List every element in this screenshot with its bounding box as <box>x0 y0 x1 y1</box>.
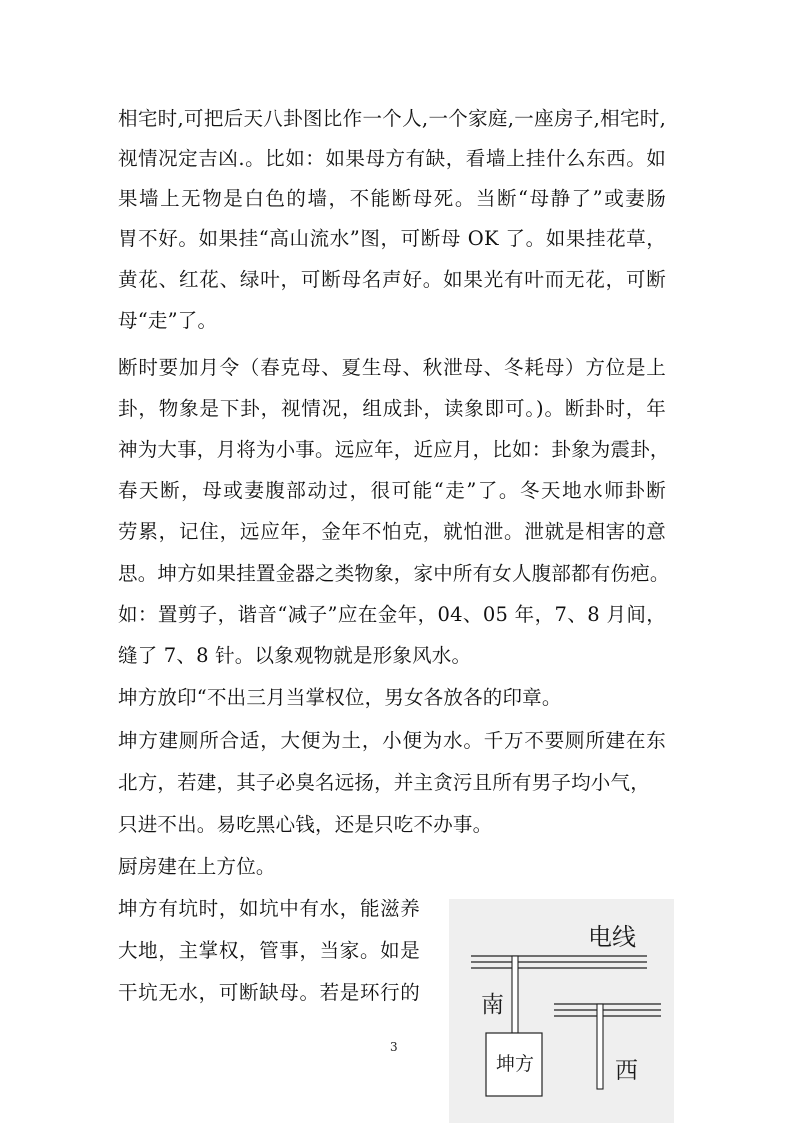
text-line: 神为大事，月将为小事。远应年，近应月，比如：卦象为震卦， <box>118 438 670 461</box>
text-line: 坤方有坑时，如坑中有水，能滋养 <box>118 897 420 920</box>
text-line: 相宅时,可把后天八卦图比作一个人,一个家庭,一座房子,相宅时, <box>118 107 666 130</box>
text-line: 北方，若建，其子必臭名远扬，并主贪污且所有男子均小气， <box>118 771 650 794</box>
text-line: 胃不好。如果挂“高山流水”图，可断母 OK 了。如果挂花草， <box>118 227 666 250</box>
wire-pole-west <box>597 1004 603 1089</box>
text-line: 劳累，记住，远应年，金年不怕克，就怕泄。泄就是相害的意 <box>118 520 666 543</box>
text-line: 坤方放印“不出三月当掌权位，男女各放各的印章。 <box>118 686 562 709</box>
wire-diagram <box>449 899 674 1123</box>
text-line: 黄花、红花、绿叶，可断母名声好。如果光有叶而无花，可断 <box>118 268 666 291</box>
label-south: 南 <box>481 992 504 1018</box>
text-line: 视情况定吉凶.。比如：如果母方有缺，看墙上挂什么东西。如 <box>118 147 666 170</box>
label-wire: 电线 <box>588 923 636 951</box>
text-line: 断时要加月令（春克母、夏生母、秋泄母、冬耗母）方位是上 <box>118 356 666 379</box>
text-line: 只进不出。易吃黑心钱，还是只吃不办事。 <box>118 813 493 836</box>
text-line: 卦，物象是下卦，视情况，组成卦，读象即可。)。断卦时，年 <box>118 397 666 420</box>
text-line: 大地，主掌权，管事，当家。如是 <box>118 939 420 962</box>
label-kun: 坤方 <box>496 1053 535 1075</box>
text-line: 果墙上无物是白色的墙，不能断母死。当断“母静了”或妻肠 <box>118 187 666 210</box>
text-line: 缝了 7、8 针。以象观物就是形象风水。 <box>118 644 472 667</box>
text-line: 如：置剪子，谐音“减子”应在金年，04、05 年，7、8 月间， <box>118 603 666 626</box>
text-line: 思。坤方如果挂置金器之类物象，家中所有女人腹部都有伤疤。 <box>118 562 670 585</box>
text-line: 坤方建厕所合适，大便为土，小便为水。千万不要厕所建在东 <box>118 729 666 752</box>
text-line: 厨房建在上方位。 <box>118 855 276 878</box>
text-line: 春天断，母或妻腹部动过，很可能“走”了。冬天地水师卦断 <box>118 479 666 502</box>
text-line: 母“走”了。 <box>118 309 218 332</box>
text-line: 干坑无水，可断缺母。若是环行的 <box>118 981 420 1004</box>
wire-pole-south <box>512 956 518 1033</box>
label-west: 西 <box>615 1058 638 1084</box>
page-number: 3 <box>390 1040 398 1054</box>
